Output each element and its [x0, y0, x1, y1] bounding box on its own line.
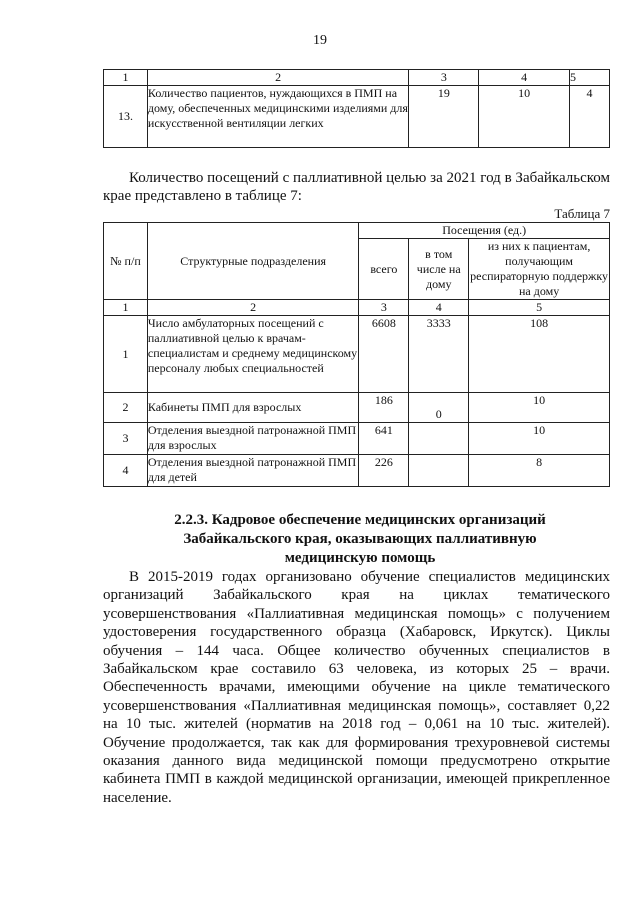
row-resp: 108 — [469, 316, 610, 393]
row-value-3: 19 — [409, 86, 479, 148]
row-num: 1 — [104, 316, 148, 393]
row-home: 0 — [409, 393, 469, 423]
row-num: 3 — [104, 423, 148, 455]
row-name: Отделения выездной патронажной ПМП для взрослых — [147, 423, 359, 455]
index-cell-5: 5 — [469, 300, 610, 316]
row-resp: 8 — [469, 455, 610, 487]
table-7 — [103, 222, 610, 487]
row-total: 186 — [359, 393, 409, 423]
header-cell-3: 3 — [409, 70, 479, 86]
table-row — [104, 455, 610, 487]
row-value-5: 4 — [570, 86, 610, 148]
header-cell-2: 2 — [147, 70, 409, 86]
header-cell-4: 4 — [479, 70, 570, 86]
row-resp: 10 — [469, 393, 610, 423]
page-number: 19 — [313, 33, 327, 48]
table-row — [104, 316, 610, 393]
index-cell-1: 1 — [104, 300, 148, 316]
row-home — [409, 423, 469, 455]
row-total: 226 — [359, 455, 409, 487]
header-total: всего — [359, 239, 409, 300]
row-home — [409, 455, 469, 487]
header-cell-5: 5 — [570, 70, 610, 86]
row-total: 641 — [359, 423, 409, 455]
index-cell-2: 2 — [147, 300, 359, 316]
header-units: Структурные подразделения — [147, 223, 359, 300]
intro-paragraph: Количество посещений с паллиативной целью за 2021 год в Забайкальском крае представлено в таблице 7: — [103, 170, 610, 205]
header-cell-1: 1 — [104, 70, 148, 86]
section-heading: 2.2.3. Кадровое обеспечение медицинских организаций Забайкальского края, оказывающих паллиативную медицинскую помощь — [174, 512, 546, 566]
row-name: Кабинеты ПМП для взрослых — [147, 393, 359, 423]
index-cell-4: 4 — [409, 300, 469, 316]
table-caption: Таблица 7 — [554, 206, 610, 221]
row-num: 2 — [104, 393, 148, 423]
body-paragraph: В 2015-2019 годах организовано обучение специалистов медицинских организаций Забайкальского края на циклах тематического усовершенствования «Паллиативная медицинская помощь» с получением удостоверения государственного образца (Хабаровск, Иркутск). Циклы обучения – 144 часа. Общее количество обученных специалистов в Забайкальском крае составило 63 человека, из которых 25 – врачи. Обеспеченность врачами, имеющими обучение на цикле тематического усовершенствования «Паллиативная медицинская помощь», составляет 0,22 на 10 тыс. жителей (норматив на 2018 год – 0,061 на 10 тыс. жителей). Обучение продолжается, так как для формирования трехуровневой системы оказания данного вида медицинской помощи предусмотрено открытие кабинета ПМП в каждой медицинской организации, имеющей прикрепленное население. — [103, 569, 610, 806]
header-visits: Посещения (ед.) — [359, 223, 610, 239]
row-value-4: 10 — [479, 86, 570, 148]
row-description: Количество пациентов, нуждающихся в ПМП на дому, обеспеченных медицинскими изделиями для искусственной вентиляции легких — [147, 86, 409, 148]
table-row — [104, 423, 610, 455]
row-total: 6608 — [359, 316, 409, 393]
row-resp: 10 — [469, 423, 610, 455]
header-resp: из них к пациентам, получающим респираторную поддержку на дому — [470, 239, 609, 298]
row-name: Число амбулаторных посещений с паллиативной целью к врачам-специалистам и среднему медицинскому персоналу любых специальностей — [147, 316, 359, 393]
index-cell-3: 3 — [359, 300, 409, 316]
table-continuation — [103, 69, 610, 148]
row-name: Отделения выездной патронажной ПМП для детей — [147, 455, 359, 487]
row-number: 13. — [104, 86, 148, 148]
header-num: № п/п — [104, 223, 148, 300]
row-home: 3333 — [409, 316, 469, 393]
table-row — [104, 393, 610, 423]
header-home: в том числе на дому — [409, 239, 469, 300]
row-num: 4 — [104, 455, 148, 487]
